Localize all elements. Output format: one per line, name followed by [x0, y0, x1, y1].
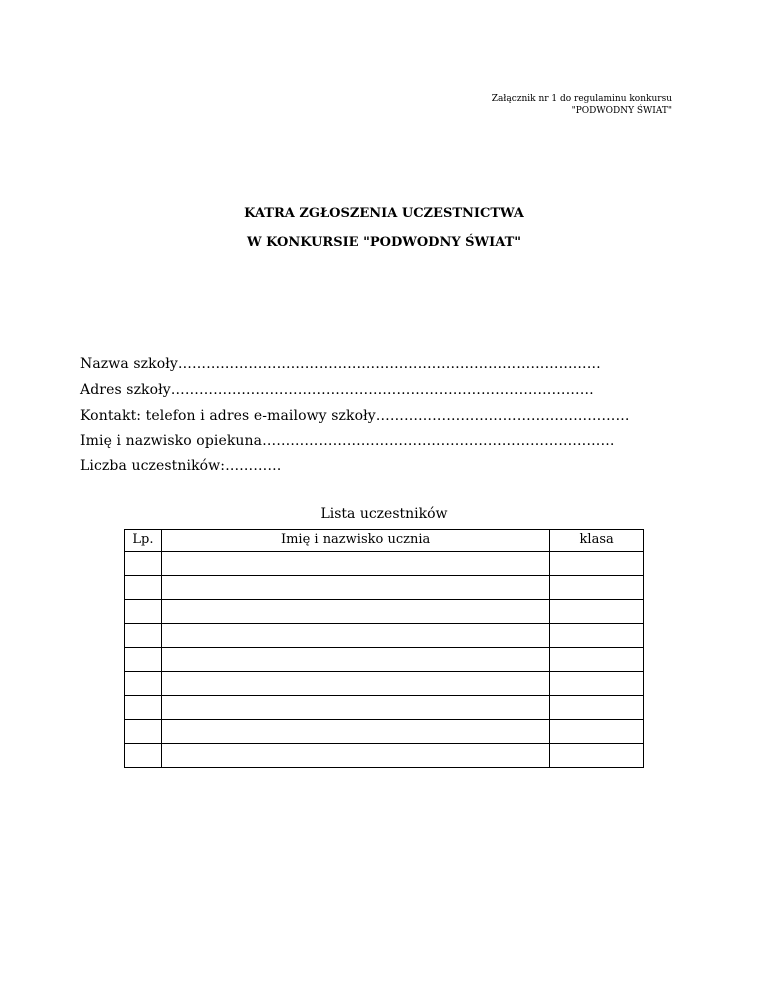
cell-class[interactable] [550, 552, 644, 576]
cell-class[interactable] [550, 624, 644, 648]
form-title: KATRA ZGŁOSZENIA UCZESTNICTWA [244, 206, 524, 221]
cell-class[interactable] [550, 672, 644, 696]
cell-lp[interactable] [125, 672, 162, 696]
cell-lp[interactable] [125, 744, 162, 768]
participants-count-field[interactable]: Liczba uczestników:………… [80, 458, 282, 474]
cell-student-name[interactable] [161, 648, 549, 672]
table-row [125, 576, 644, 600]
column-header-class: klasa [550, 530, 644, 552]
table-row [125, 744, 644, 768]
table-row [125, 648, 644, 672]
cell-class[interactable] [550, 600, 644, 624]
cell-class[interactable] [550, 744, 644, 768]
column-header-lp: Lp. [125, 530, 162, 552]
participants-table [124, 529, 644, 768]
participants-list-title: Lista uczestników [320, 506, 448, 522]
column-header-name: Imię i nazwisko ucznia [161, 530, 549, 552]
form-subtitle: W KONKURSIE "PODWODNY ŚWIAT" [246, 235, 522, 250]
cell-class[interactable] [550, 696, 644, 720]
participants-table-body [125, 552, 644, 768]
annex-note [492, 93, 672, 117]
cell-student-name[interactable] [161, 720, 549, 744]
cell-lp[interactable] [125, 720, 162, 744]
table-row [125, 624, 644, 648]
cell-student-name[interactable] [161, 696, 549, 720]
cell-student-name[interactable] [161, 672, 549, 696]
table-row [125, 720, 644, 744]
annex-line-2: "PODWODNY ŚWIAT" [571, 106, 672, 116]
annex-line-1: Załącznik nr 1 do regulaminu konkursu [491, 94, 672, 104]
cell-class[interactable] [550, 720, 644, 744]
school-contact-field[interactable]: Kontakt: telefon i adres e-mailowy szkoły……………………………………………… [80, 408, 630, 424]
cell-student-name[interactable] [161, 576, 549, 600]
cell-student-name[interactable] [161, 600, 549, 624]
table-row [125, 696, 644, 720]
table-row [125, 552, 644, 576]
guardian-name-field[interactable]: Imię i nazwisko opiekuna………………………………………………………………… [80, 433, 615, 449]
cell-lp[interactable] [125, 600, 162, 624]
school-name-field[interactable]: Nazwa szkoły……………………………………………………………………………… [80, 356, 601, 372]
cell-lp[interactable] [125, 648, 162, 672]
cell-student-name[interactable] [161, 744, 549, 768]
school-address-field[interactable]: Adres szkoły……………………………………………………………………………… [80, 382, 594, 398]
cell-class[interactable] [550, 648, 644, 672]
cell-lp[interactable] [125, 624, 162, 648]
table-header-row [125, 530, 644, 552]
cell-student-name[interactable] [161, 552, 549, 576]
cell-lp[interactable] [125, 576, 162, 600]
table-row [125, 672, 644, 696]
cell-lp[interactable] [125, 696, 162, 720]
cell-lp[interactable] [125, 552, 162, 576]
cell-class[interactable] [550, 576, 644, 600]
cell-student-name[interactable] [161, 624, 549, 648]
table-row [125, 600, 644, 624]
